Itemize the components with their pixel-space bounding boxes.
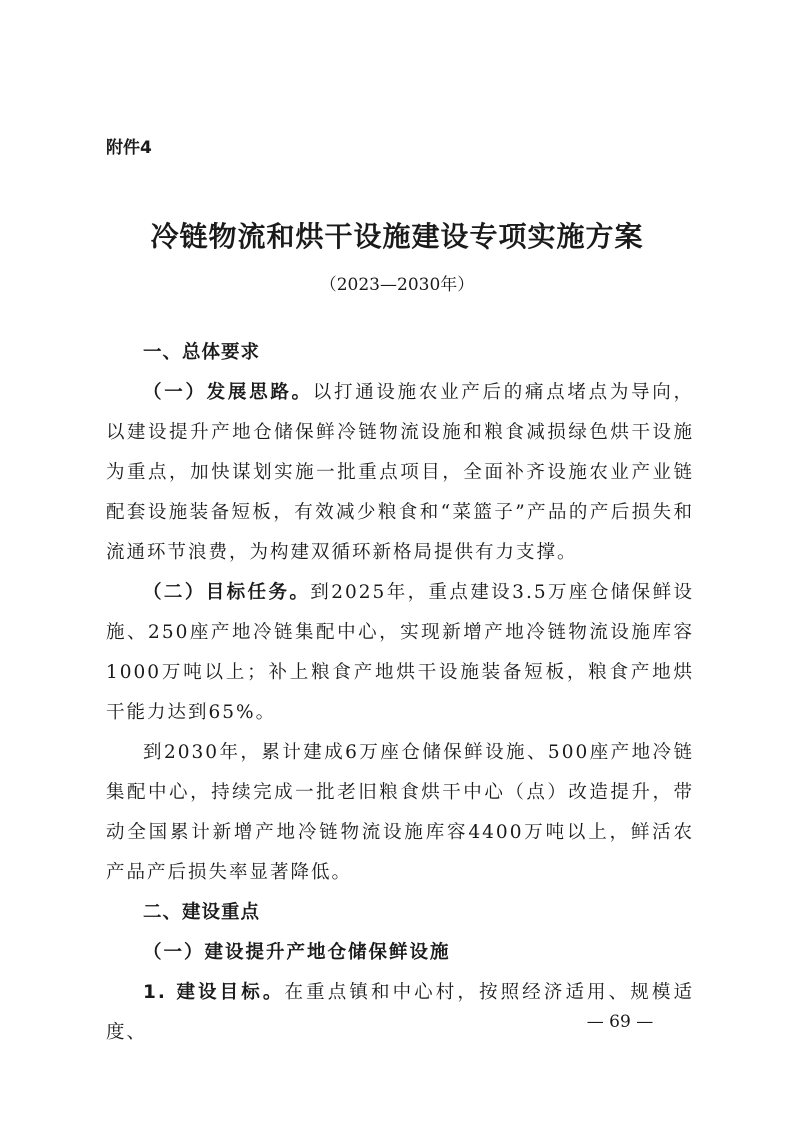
page-number: — 69 — bbox=[586, 1012, 654, 1032]
document-body bbox=[106, 333, 694, 1053]
paragraph-targets bbox=[106, 573, 694, 733]
document-title: 冷链物流和烘干设施建设专项实施方案 bbox=[150, 220, 644, 253]
paragraph-text: 在重点镇和中心村，按照经济适用、规模适度、 bbox=[106, 982, 694, 1043]
section-heading-1: 一、总体要求 bbox=[143, 342, 261, 363]
paragraph-lead: （一）发展思路。 bbox=[143, 382, 313, 403]
annex-label: 附件4 bbox=[106, 138, 152, 158]
document-subtitle: （2023—2030年） bbox=[319, 275, 475, 295]
paragraph-lead: （二）目标任务。 bbox=[143, 582, 311, 603]
paragraph-text: 以打通设施农业产后的痛点堵点为导向，以建设提升产地仓储保鲜冷链物流设施和粮食减损绿色烘干设施为重点，加快谋划实施一批重点项目，全面补齐设施农业产业链配套设施装备短板，有效减少粮食和“菜篮子”产品的产后损失和流通环节浪费，为构建双循环新格局提供有力支撑。 bbox=[106, 382, 694, 563]
paragraph-development-approach bbox=[106, 373, 694, 573]
paragraph-2030-targets: 到2030年，累计建成6万座仓储保鲜设施、500座产地冷链集配中心，持续完成一批老旧粮食烘干中心（点）改造提升，带动全国累计新增产地冷链物流设施库容4400万吨以上，鲜活农产品产后损失率显著降低。 bbox=[106, 742, 694, 883]
subsection-heading: （一）建设提升产地仓储保鲜设施 bbox=[143, 942, 451, 963]
paragraph-text: 到2025年，重点建设3.5万座仓储保鲜设施、250座产地冷链集配中心，实现新增产地冷链物流设施库容1000万吨以上；补上粮食产地烘干设施装备短板，粮食产地烘干能力达到65%。 bbox=[106, 582, 694, 723]
paragraph-lead: 1. 建设目标。 bbox=[143, 982, 285, 1003]
section-heading-2: 二、建设重点 bbox=[143, 902, 261, 923]
